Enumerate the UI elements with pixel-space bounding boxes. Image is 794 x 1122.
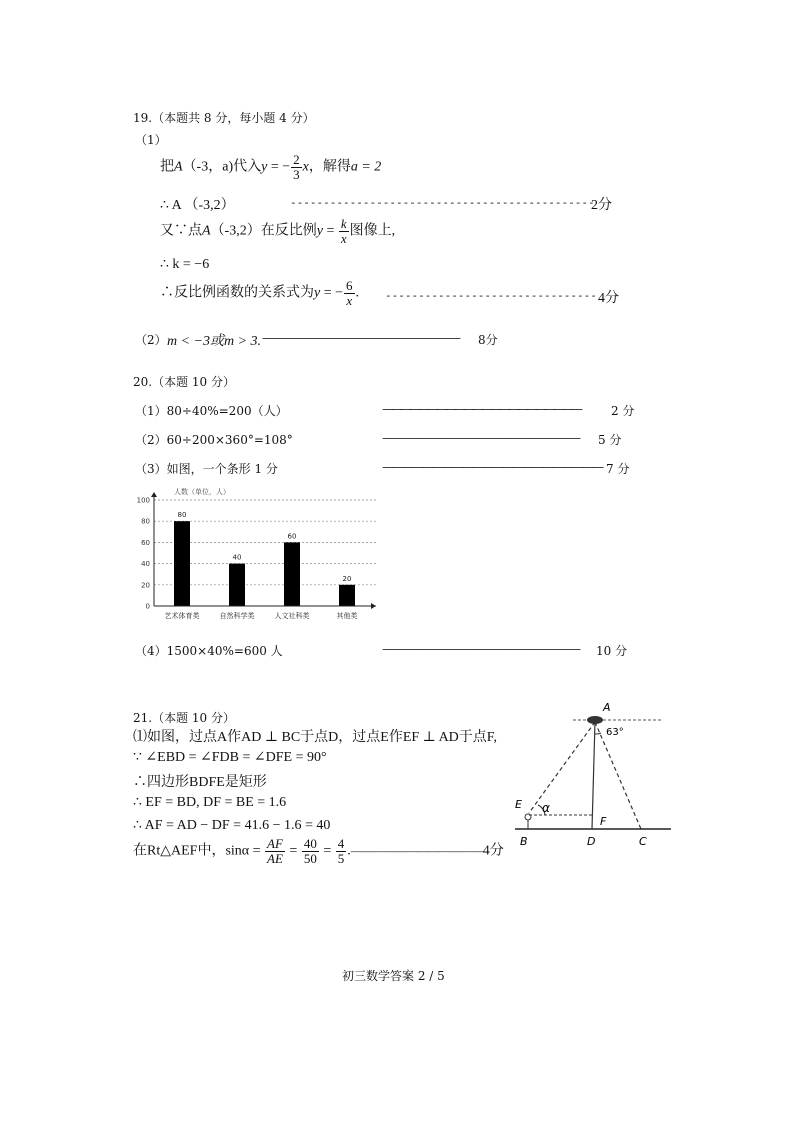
q19-line3-a: A (202, 223, 211, 239)
q19-line1-mid: （-3，a)代入 (182, 159, 262, 175)
fraction-denominator: x (340, 231, 347, 246)
bar-chart (130, 482, 380, 627)
chart-ytick-label: 60 (141, 538, 150, 547)
fraction-denominator: 5 (337, 851, 345, 866)
label-63-degrees: 63° (606, 727, 624, 738)
line-AC (595, 722, 641, 829)
chart-bar (174, 521, 190, 606)
q19-line2: ∴ A （-3,2） (160, 198, 235, 213)
q19-line5 (160, 279, 359, 308)
q19-line5-score: 4分 (598, 291, 619, 306)
q21-line1: ⑴如图，过点A作AD ⊥ BC于点D，过点E作EF ⊥ AD于点F, (133, 730, 497, 745)
fraction-denominator: x (346, 293, 353, 308)
chart-data-label: 20 (342, 574, 352, 583)
label-A: A (603, 701, 611, 714)
label-D: D (587, 835, 596, 848)
q19-part2-label: （2） (135, 333, 167, 347)
chart-bars (174, 511, 355, 606)
line-AE (529, 722, 595, 813)
q21-fraction-2 (302, 837, 319, 866)
q19-line5-fraction (344, 279, 355, 308)
q21-line6-post: . (347, 843, 351, 859)
q20-row-score: 7 分 (606, 462, 630, 476)
chart-bar (229, 564, 245, 606)
fraction-denominator: 3 (293, 167, 300, 182)
q21-line5: ∴ AF = AD − DF = 41.6 − 1.6 = 40 (133, 818, 331, 833)
chart-category-label: 自然科学类 (219, 612, 255, 620)
fraction-numerator: 4 (337, 836, 345, 851)
q21-line6-dash: ———————————— (350, 843, 483, 858)
q19-line1-post: ，解得 (308, 159, 351, 175)
q21-header: 21.（本题 10 分） (133, 711, 235, 725)
q19-line1-a: A (174, 159, 183, 175)
fraction-numerator: AF (267, 836, 283, 851)
q20-row-score: 2 分 (611, 404, 635, 418)
q19-line2-score: 2分 (591, 198, 612, 213)
label-F: F (600, 815, 607, 828)
q21-fraction-1 (265, 837, 285, 866)
chart-data-label: 80 (177, 511, 187, 520)
q21-line6-eq2: = (319, 843, 335, 859)
q20-row-score: 5 分 (598, 433, 622, 447)
chart-category-label: 其他类 (336, 612, 358, 620)
q20-row-text: （1）80÷40%=200（人） (135, 404, 288, 418)
q19-part2-dash: —————————————————— (262, 331, 460, 345)
chart-x-axis-arrow (371, 603, 376, 609)
chart-ylabel: 人数（单位，人） (174, 488, 230, 496)
q19-line2-dash: ---------------------------------------------- (290, 196, 595, 209)
chart-ytick-label: 40 (141, 560, 150, 569)
q21-line6-pre: 在Rt△AEF中，sinα = (133, 843, 265, 859)
q19-line1-fraction (291, 153, 302, 182)
angle-63-arc (595, 733, 601, 734)
fraction-denominator: 50 (303, 851, 317, 866)
q19-line1-pre: 把 (160, 159, 174, 175)
q20-header: 20.（本题 10 分） (133, 375, 235, 389)
chart-ytick-label: 20 (141, 581, 150, 590)
q20-row-text: （3）如图，一个条形 1 分 (135, 462, 278, 476)
q20-row-text: （4）1500×40%=600 人 (135, 644, 283, 658)
q19-line4: ∴ k = −6 (160, 257, 210, 272)
q20-row-text: （2）60÷200×360°=108° (135, 433, 293, 447)
q20-row-score: 10 分 (596, 644, 628, 658)
q19-line3-eq: = (322, 223, 338, 239)
q19-line3-pre: 又∵点 (160, 223, 202, 239)
q20-row-dash: —————————————————————— (382, 460, 602, 474)
chart-bar (339, 585, 355, 606)
fraction-numerator: k (340, 216, 347, 231)
q19-line5-eq: = − (320, 285, 344, 301)
chart-bar (284, 542, 300, 606)
fraction-numerator: 2 (293, 152, 300, 167)
label-E: E (515, 798, 522, 811)
q19-line5-post: . (355, 285, 360, 301)
q19-line1-eq: = − (267, 159, 291, 175)
q20-row-dash: —————————————————————— (382, 402, 580, 416)
person-head-icon (525, 814, 531, 820)
q19-line3-post: 图像上, (349, 223, 396, 239)
q20-row-dash: —————————————————— (382, 642, 580, 656)
line-AD (592, 722, 595, 829)
q19-line5-y: y (314, 285, 321, 301)
chart-y-axis-arrow (151, 492, 157, 497)
chart-data-label: 60 (287, 532, 297, 541)
q19-line1-result: a = 2 (350, 159, 382, 175)
label-alpha: α (542, 801, 550, 815)
q19-line3 (160, 217, 395, 246)
q19-part1-label: （1） (135, 133, 167, 147)
q19-line1-y: y (261, 159, 268, 175)
q21-line6 (133, 837, 504, 866)
q21-line6-eq1: = (285, 843, 301, 859)
q21-line3: ∴四边形BDFE是矩形 (133, 775, 267, 790)
chart-category-label: 人文社科类 (274, 612, 310, 620)
chart-category-label: 艺术体育类 (164, 612, 200, 620)
fraction-numerator: 6 (346, 278, 353, 293)
q21-line2: ∵ ∠EBD = ∠FDB = ∠DFE = 90° (133, 750, 327, 765)
chart-data-label: 40 (232, 553, 242, 562)
chart-ytick-label: 80 (141, 517, 150, 526)
chart-ytick-label: 100 (136, 496, 150, 505)
q21-line4: ∴ EF = BD, DF = BE = 1.6 (133, 795, 287, 810)
q19-line5-pre: ∴反比例函数的关系式为 (160, 285, 314, 301)
q19-line1-x: x (302, 159, 309, 175)
fraction-numerator: 40 (303, 836, 317, 851)
label-B: B (520, 835, 528, 848)
q20-row-dash: —————————————————— (382, 431, 580, 445)
q19-part2-score: 8分 (478, 333, 498, 347)
q19-line3-fraction (339, 217, 349, 246)
q19-header: 19.（本题共 8 分，每小题 4 分） (133, 111, 315, 125)
label-C: C (639, 835, 647, 848)
q19-part2-text: m < −3或m > 3. (167, 334, 262, 349)
q19-line3-mid: （-3,2）在反比例 (210, 223, 317, 239)
q21-line6-score: 4分 (482, 843, 504, 859)
q19-line5-dash: -------------------------------- (385, 289, 597, 302)
q19-line3-y: y (316, 223, 323, 239)
q21-fraction-3 (336, 837, 347, 866)
q19-line1 (160, 153, 381, 182)
fraction-denominator: AE (267, 851, 283, 866)
chart-ytick-label: 0 (145, 602, 150, 611)
geometry-figure (505, 695, 675, 855)
page-footer: 初三数学答案 2 / 5 (342, 969, 445, 983)
